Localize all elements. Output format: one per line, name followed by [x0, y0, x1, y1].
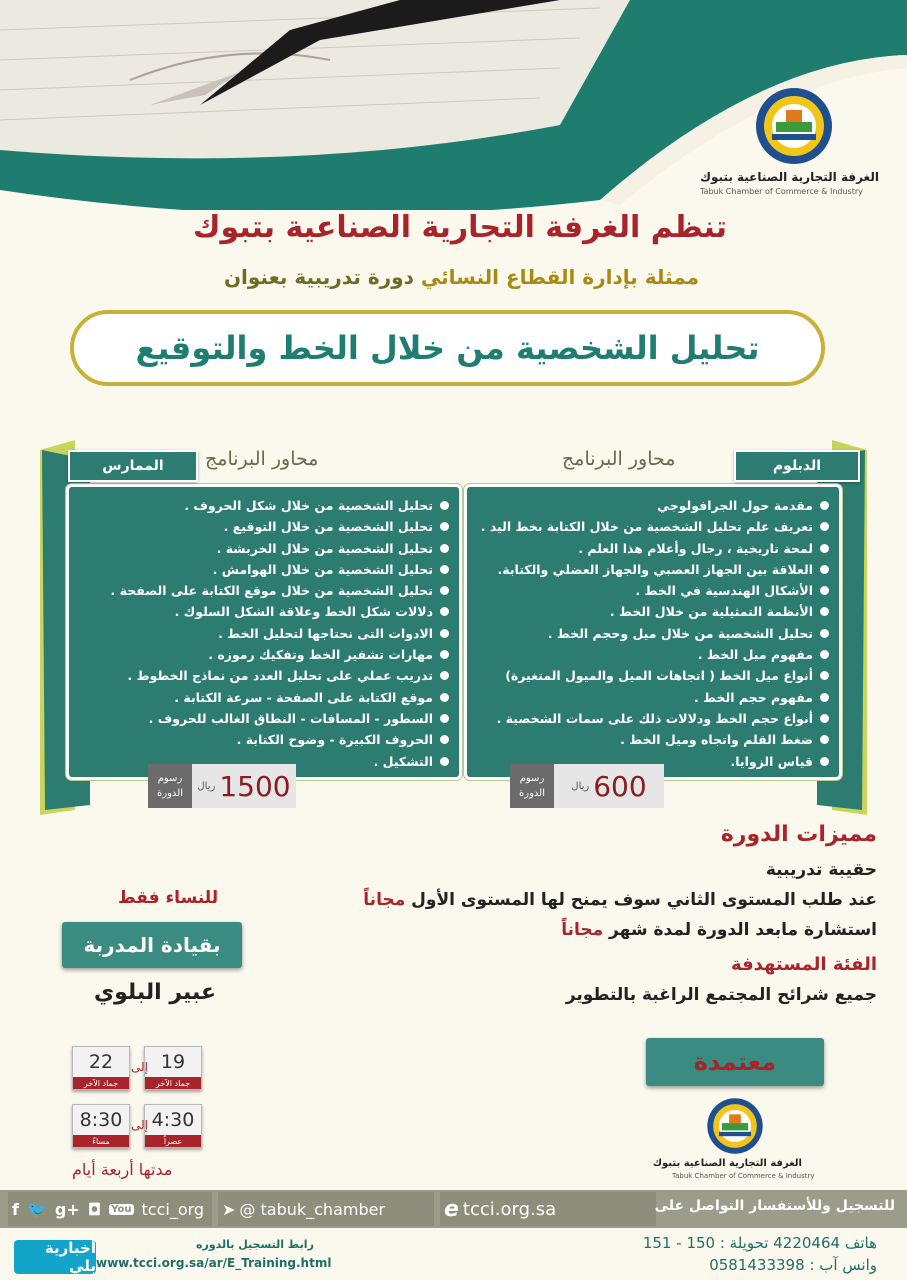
- list-item: تحليل الشخصية من خلال التوقيع .: [69, 516, 453, 537]
- trainer-label-box: بقيادة المدربة: [62, 922, 242, 968]
- accredited-badge: معتمدة: [646, 1038, 824, 1086]
- watermark-logo: أخبارية بلي: [14, 1240, 96, 1274]
- list-item: قياس الزوايا.: [467, 751, 833, 772]
- website-link[interactable]: tcci.org.sa: [462, 1198, 557, 1220]
- send-icon: ➤: [222, 1199, 236, 1219]
- fee-amount: 1500: [219, 769, 291, 803]
- list-item: الأنظمة التمثيلية من خلال الخط .: [467, 601, 833, 622]
- start-month: جماد الآخر: [145, 1077, 201, 1089]
- phone-number: هاتف 4220464 تحويلة : 150 - 151: [642, 1234, 877, 1252]
- list-item: العلاقة بين الجهاز العصبي والجهاز العضلي والكتابة.: [467, 559, 833, 580]
- women-only-label: للنساء فقط: [118, 888, 219, 908]
- headline-organizer: تنظم الغرفة التجارية الصناعية بتبوك: [192, 210, 727, 245]
- list-item: الحروف الكبيرة - وضوح الكتابة .: [69, 729, 453, 750]
- diploma-panel: [464, 484, 842, 780]
- list-item: الادوات التى نحتاجها لتحليل الخط .: [69, 623, 453, 644]
- list-item: تدريب عملي على تحليل العدد من نماذج الخطوط .: [69, 665, 453, 686]
- list-item: مقدمة حول الجرافولوجي: [467, 495, 833, 516]
- diploma-fee: [510, 764, 664, 808]
- list-item: تحليل الشخصية من خلال شكل الحروف .: [69, 495, 453, 516]
- list-item: الأشكال الهندسية في الخط .: [467, 580, 833, 601]
- list-item: مهارات تشفير الخط وتفكيك رموزه .: [69, 644, 453, 665]
- registration-link[interactable]: www.tcci.org.sa/ar/E_Training.html: [96, 1256, 332, 1270]
- list-item: التشكيل .: [69, 751, 453, 772]
- practitioner-heading: محاور البرنامج: [205, 448, 319, 470]
- practitioner-tag: الممارس: [68, 450, 198, 482]
- to-word: إلى: [131, 1118, 148, 1132]
- fee-amount: 600: [593, 769, 647, 803]
- practitioner-fee: [148, 764, 296, 808]
- list-item: أنواع حجم الخط ودلالات ذلك على سمات الشخصية .: [467, 708, 833, 729]
- start-time-box: [144, 1104, 202, 1148]
- end-date-box: [72, 1046, 130, 1090]
- list-item: تحليل الشخصية من خلال ميل وحجم الخط .: [467, 623, 833, 644]
- logo-name-ar-small: الغرفة التجارية الصناعية بتبوك: [652, 1158, 802, 1169]
- currency: ريال: [197, 780, 216, 792]
- facebook-icon[interactable]: f: [12, 1199, 19, 1219]
- course-title-box: [70, 310, 825, 386]
- currency: ريال: [571, 780, 590, 792]
- list-item: السطور - المسافات - النطاق الغالب للحروف .: [69, 708, 453, 729]
- contact-label: للتسجيل وللأستفسار التواصل على: [654, 1198, 895, 1214]
- features-title: مميزات الدورة: [720, 822, 877, 847]
- logo-name-en-small: Tabuk Chamber of Commerce & Industry: [672, 1172, 815, 1180]
- list-item: تعريف علم تحليل الشخصية من خلال الكتابة بخط اليد .: [467, 516, 833, 537]
- twitter-handle[interactable]: @ tabuk_chamber: [239, 1199, 386, 1219]
- end-month: جماد الآخر: [73, 1077, 129, 1089]
- chamber-logo: [746, 84, 842, 168]
- logo-name-ar: الغرفة التجارية الصناعية بتبوك: [700, 170, 879, 184]
- end-period: مساءً: [73, 1135, 129, 1147]
- social-segment: [8, 1192, 212, 1226]
- fee-value-box: [554, 764, 664, 808]
- fee-label: رسوم الدورة: [148, 764, 192, 808]
- list-item: تحليل الشخصية من خلال الهوامش .: [69, 559, 453, 580]
- diploma-tag: الدبلوم: [734, 450, 860, 482]
- instagram-icon[interactable]: ◘: [87, 1199, 102, 1219]
- end-time: 8:30: [79, 1109, 123, 1131]
- googleplus-icon[interactable]: g+: [54, 1199, 80, 1219]
- start-date: 19: [160, 1051, 186, 1073]
- chamber-logo-small: [700, 1094, 770, 1158]
- start-period: عصراً: [145, 1135, 201, 1147]
- fee-value-box: [192, 764, 296, 808]
- logo-name-en: Tabuk Chamber of Commerce & Industry: [700, 187, 863, 196]
- list-item: ضغط القلم واتجاه وميل الخط .: [467, 729, 833, 750]
- youtube-icon[interactable]: You: [111, 1203, 132, 1215]
- browser-icon: e: [444, 1196, 459, 1222]
- practitioner-panel: [66, 484, 462, 780]
- to-word: إلى: [131, 1060, 148, 1074]
- website-segment: [440, 1192, 656, 1226]
- list-item: أنواع ميل الخط ( اتجاهات الميل والميول المتغيرة): [467, 665, 833, 686]
- diploma-heading: محاور البرنامج: [562, 448, 676, 470]
- trainer-name: عبير البلوي: [93, 980, 217, 1005]
- whatsapp-number: وانس آب : 0581433398: [709, 1256, 877, 1274]
- end-time-box: [72, 1104, 130, 1148]
- list-item: لمحة تاريخية ، رجال وأعلام هذا العلم .: [467, 538, 833, 559]
- diploma-items: [467, 495, 833, 772]
- feature-item: عند طلب المستوى الثاني سوف يمنح لها المستوى الأول مجاناً: [363, 890, 877, 910]
- list-item: مفهوم ميل الخط .: [467, 644, 833, 665]
- feature-item: حقيبة تدريبية: [765, 860, 877, 880]
- course-duration: مدتها أربعة أيام: [72, 1160, 173, 1179]
- headline-subtitle-part-a: ممثلة بإدارة القطاع النسائي: [420, 265, 699, 289]
- end-date: 22: [88, 1051, 114, 1073]
- course-title: تحليل الشخصية من خلال الخط والتوقيع: [135, 329, 760, 367]
- start-date-box: [144, 1046, 202, 1090]
- list-item: موقع الكتابة على الصفحة - سرعة الكتابة .: [69, 687, 453, 708]
- list-item: تحليل الشخصية من خلال موقع الكتابة على الصفحة .: [69, 580, 453, 601]
- list-item: تحليل الشخصية من خلال الخربشة .: [69, 538, 453, 559]
- target-audience-title: الفئة المستهدفة: [730, 954, 877, 975]
- social-handle[interactable]: tcci_org: [141, 1199, 205, 1219]
- registration-link-label: رابط التسجيل بالدوره: [196, 1238, 314, 1251]
- start-time: 4:30: [151, 1109, 195, 1131]
- headline-subtitle: [224, 265, 699, 289]
- list-item: دلالات شكل الخط وعلاقة الشكل السلوك .: [69, 601, 453, 622]
- headline-subtitle-part-b: دورة تدريبية بعنوان: [223, 265, 414, 289]
- list-item: مفهوم حجم الخط .: [467, 687, 833, 708]
- twitter-segment: [218, 1192, 434, 1226]
- target-audience-value: جميع شرائح المجتمع الراغبة بالتطوير: [565, 985, 877, 1005]
- twitter-icon[interactable]: 🐦: [26, 1199, 47, 1219]
- feature-item: استشارة مابعد الدورة لمدة شهر مجاناً: [561, 920, 877, 940]
- practitioner-items: [69, 495, 453, 772]
- fee-label: رسوم الدورة: [510, 764, 554, 808]
